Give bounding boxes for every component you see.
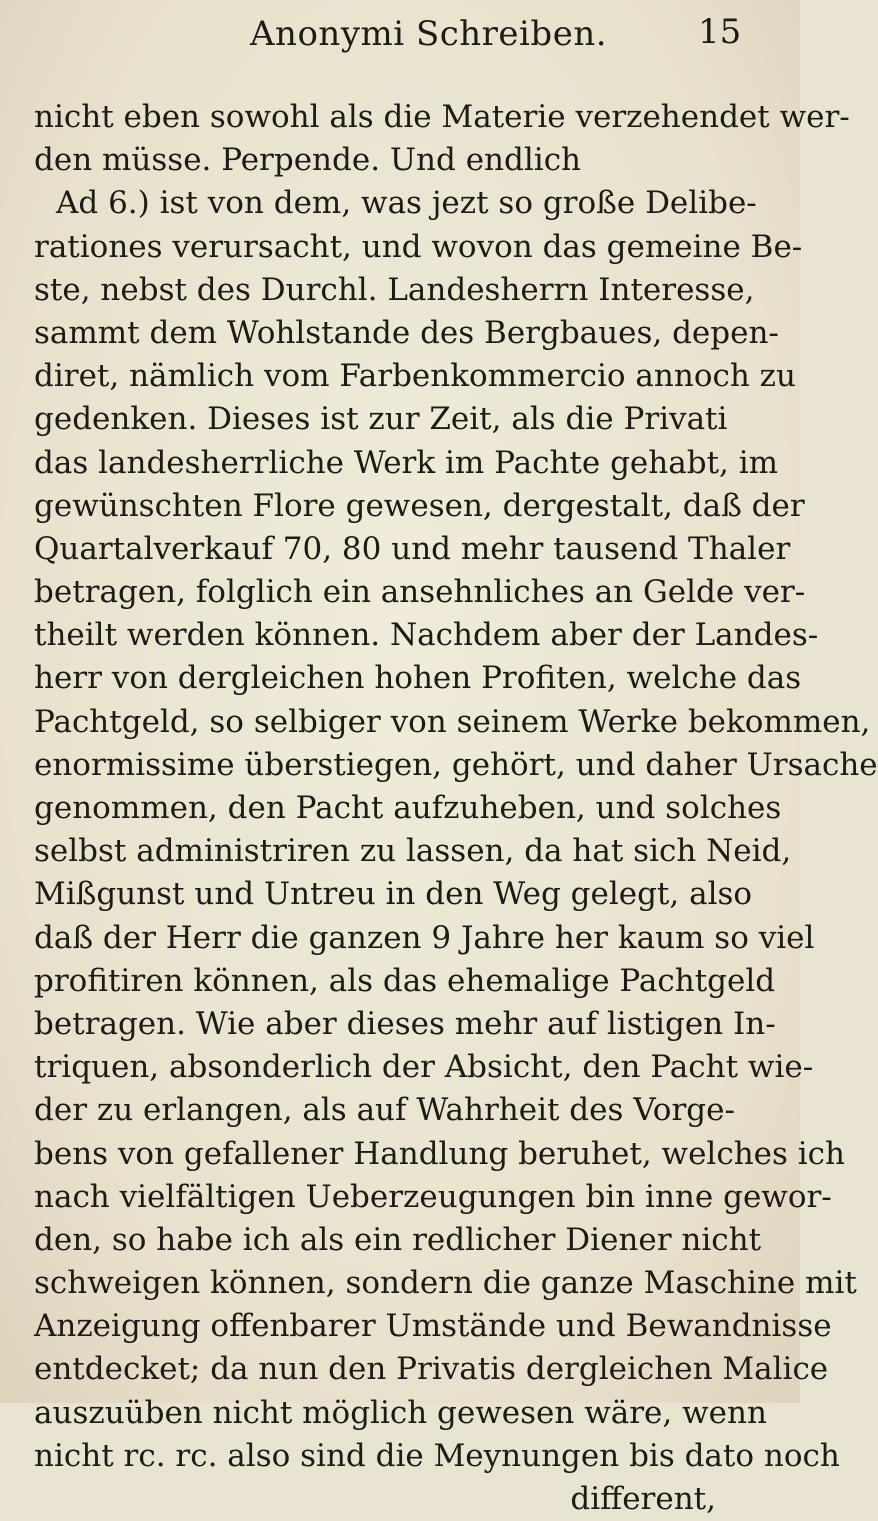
text-line: bens von gefallener Handlung beruhet, welches ich [34, 1135, 846, 1172]
text-line: Mißgunst und Untreu in den Weg gelegt, also [34, 876, 753, 913]
running-title: Anonymi Schreiben. [250, 14, 608, 54]
text-line: Anzeigung offenbarer Umstände und Bewandnisse [34, 1308, 832, 1345]
text-line: Ad 6.) ist von dem, was jezt so große Delibe- [56, 185, 757, 222]
text-line: nicht rc. rc. also sind die Meynungen bis dato noch [34, 1437, 840, 1474]
text-line: genommen, den Pacht aufzuheben, und solches [34, 790, 782, 826]
text-line: different, [570, 1481, 716, 1517]
page-number: 15 [698, 12, 742, 52]
text-line: triquen, absonderlich der Absicht, den Pacht wie- [34, 1049, 814, 1086]
text-line: das landesherrliche Werk im Pachte gehabt, im [34, 444, 779, 481]
text-line: Pachtgeld, so selbiger von seinem Werke bekommen, [34, 703, 871, 740]
body-text [34, 96, 878, 1521]
text-line: enormissime überstiegen, gehört, und daher Ursache [34, 746, 878, 783]
text-line: der zu erlangen, als auf Wahrheit des Vorge- [34, 1092, 735, 1129]
text-line: den, so habe ich als ein redlicher Diener nicht [34, 1221, 762, 1258]
text-line: entdecket; da nun den Privatis dergleichen Malice [34, 1351, 829, 1388]
text-line: den müsse. Perpende. Und endlich [34, 142, 582, 179]
text-line: gedenken. Dieses ist zur Zeit, als die Privati [34, 401, 728, 438]
text-line: Quartalverkauf 70, 80 und mehr tausend Thaler [34, 530, 791, 567]
text-line: nach vielfältigen Ueberzeugungen bin inne gewor- [34, 1178, 832, 1215]
text-line: nicht eben sowohl als die Materie verzehendet wer- [34, 99, 850, 135]
text-line: ste, nebst des Durchl. Landesherrn Interesse, [34, 271, 755, 308]
text-line: rationes verursacht, und wovon das gemeine Be- [34, 228, 803, 265]
text-line: theilt werden können. Nachdem aber der Landes- [34, 617, 819, 654]
text-line: auszuüben nicht möglich gewesen wäre, wenn [34, 1394, 767, 1431]
text-line: diret, nämlich vom Farbenkommercio annoch zu [34, 358, 796, 395]
running-head [0, 10, 800, 60]
text-line: sammt dem Wohlstande des Bergbaues, depen- [34, 314, 779, 351]
text-line: gewünschten Flore gewesen, dergestalt, daß der [34, 487, 805, 524]
text-line: herr von dergleichen hohen Profiten, welche das [34, 660, 802, 697]
text-line: betragen, folglich ein ansehnliches an Gelde ver- [34, 574, 806, 611]
text-line: betragen. Wie aber dieses mehr auf listigen In- [34, 1005, 776, 1042]
text-line: daß der Herr die ganzen 9 Jahre her kaum so viel [34, 919, 815, 956]
text-line: profitiren können, als das ehemalige Pachtgeld [34, 962, 776, 999]
text-line: selbst administriren zu lassen, da hat sich Neid, [34, 833, 792, 870]
text-line: schweigen können, sondern die ganze Maschine mit [34, 1265, 857, 1302]
